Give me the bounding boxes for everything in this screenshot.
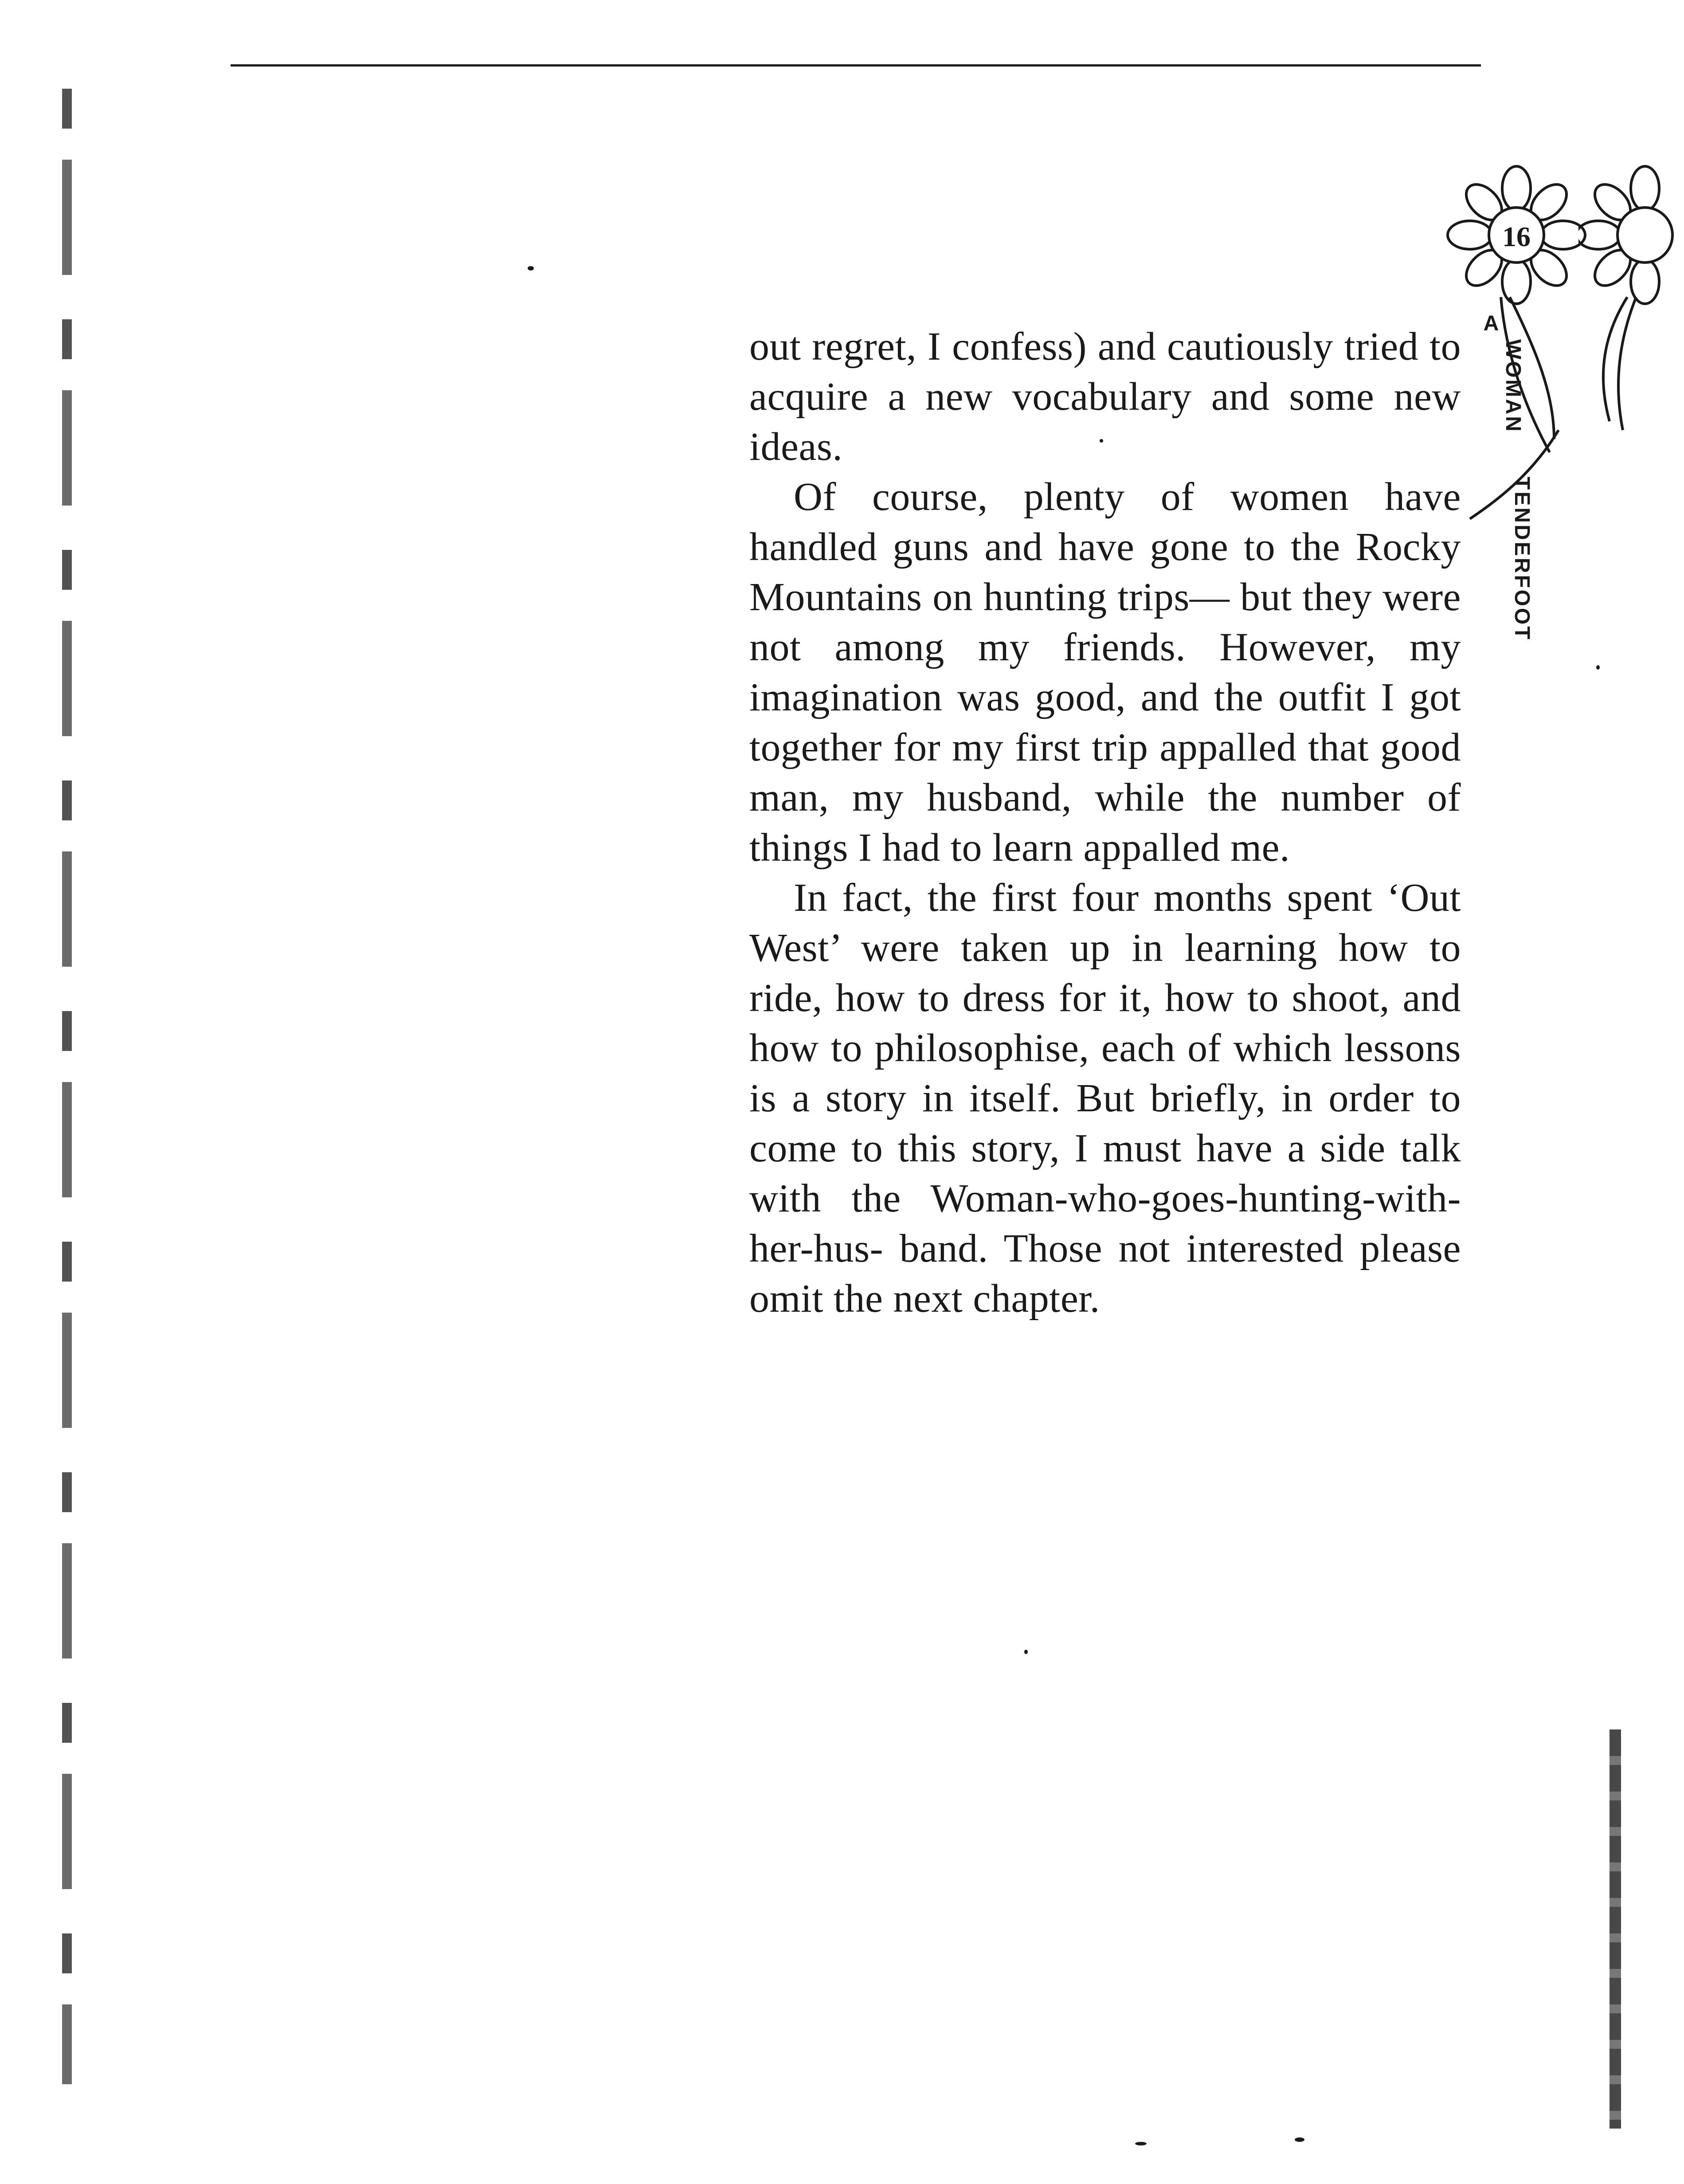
- scan-speck: [1135, 2142, 1147, 2145]
- scan-speck: [528, 266, 534, 271]
- scan-speck: [1100, 439, 1103, 443]
- scan-speck: [1596, 665, 1600, 670]
- top-rule: [231, 64, 1481, 67]
- scan-speck: [1295, 2137, 1304, 2142]
- flower-ornament-partial: [1578, 164, 1684, 439]
- paragraph: Of course, plenty of women have handled guns and have gone to the Rocky Mountains on hunting trips— but they were not among my friends. However, my imagination was good, and the outfit I got together for my first trip appalled that good man, my husband, while the number of things I had to learn appalled me.: [749, 475, 1461, 870]
- paragraph: In fact, the first four months spent ‘Out West’ were taken up in learning how to ride, how to dress for it, how to shoot, and how to philosophise, each of which lessons is a story in itself. But briefly, in order to come to this story, I must have a side talk with the Woman-who-goes-hunting-with-her-hus- band. Those not interested please omit the next chapter.: [749, 876, 1461, 1321]
- page-edge-left: [62, 89, 72, 2084]
- side-title-word-tenderfoot: TENDERFOOT: [1510, 477, 1534, 641]
- side-title-word-woman: WOMAN: [1501, 339, 1525, 433]
- flower-ornament: [1443, 164, 1590, 705]
- page-edge-right: [1610, 1729, 1621, 2129]
- paragraph: out regret, I confess) and cautiously tried to acquire a new vocabulary and some new ideas.: [749, 325, 1461, 469]
- page-number: 16: [1502, 221, 1531, 252]
- body-text: [749, 322, 1461, 1324]
- side-title-word-a: A: [1483, 312, 1499, 335]
- scan-speck: [1024, 1650, 1028, 1654]
